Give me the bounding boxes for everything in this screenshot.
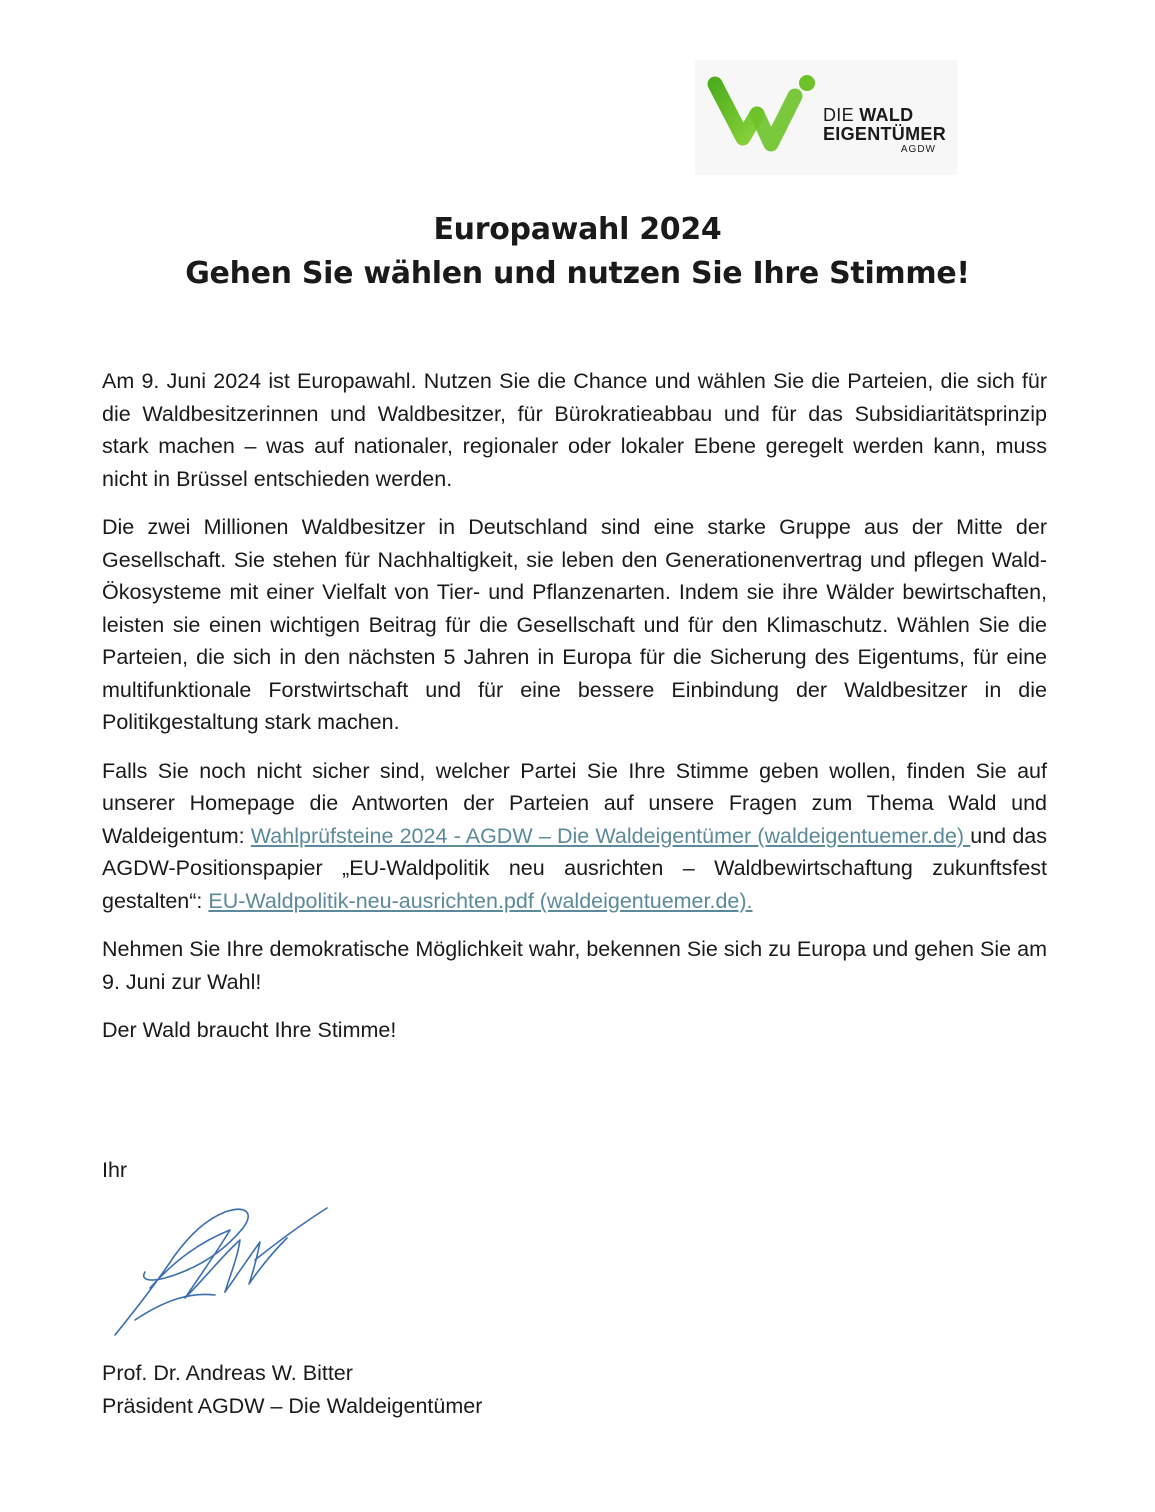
w-logo-icon <box>703 66 828 166</box>
document-title <box>0 208 1155 296</box>
paragraph-2: Die zwei Millionen Waldbesitzer in Deutschland sind eine starke Gruppe aus der Mitte der Gesellschaft. Sie stehen für Nachhaltigkeit, sie leben den Generationenvertrag und pflegen Wald-Ökosysteme mit einer Vielfalt von Tier- und Pflanzenarten. Indem sie ihre Wälder bewirtschaften, leisten sie einen wichtigen Beitrag für die Gesellschaft und für den Klimaschutz. Wählen Sie die Parteien, die sich in den nächsten 5 Jahren in Europa für die Sicherung des Eigentums, für eine multifunktionale Forstwirtschaft und für eine bessere Einbindung der Waldbesitzer in die Politikgestaltung stark machen. <box>102 515 1047 734</box>
signer-role: Präsident AGDW – Die Waldeigentümer <box>102 1394 483 1418</box>
paragraph-3-text-b: und das AGDW-Positionspapier „EU-Waldpolitik neu ausrichten – Waldbewirtschaftung zukunftsfest gestalten“: <box>102 823 1047 913</box>
paragraph-1: Am 9. Juni 2024 ist Europawahl. Nutzen Sie die Chance und wählen Sie die Parteien, die sich für die Waldbesitzerinnen und Waldbesitzer, für Bürokratieabbau und für das Subsidiaritätsprinzip stark machen – was auf nationaler, regionaler oder lokaler Ebene geregelt werden kann, muss nicht in Brüssel entschieden werden. <box>102 369 1047 491</box>
signer-name: Prof. Dr. Andreas W. Bitter <box>102 1361 353 1385</box>
handwritten-signature <box>105 1200 335 1340</box>
paragraph-3 <box>102 755 1047 918</box>
logo-text-die: DIE <box>823 105 860 125</box>
title-line-2: Gehen Sie wählen und nutzen Sie Ihre Stimme! <box>185 256 970 291</box>
logo-text-eigentuemer: EIGENTÜMER <box>823 123 947 144</box>
logo-text-wald: WALD <box>859 105 914 125</box>
letter-body <box>102 365 1047 1063</box>
title-line-1: Europawahl 2024 <box>433 212 722 247</box>
paragraph-4: Nehmen Sie Ihre demokratische Möglichkeit wahr, bekennen Sie sich zu Europa und gehen Sie am 9. Juni zur Wahl! <box>102 937 1047 994</box>
signer-block <box>102 1357 482 1423</box>
logo-wordmark <box>823 106 948 155</box>
positionspapier-link[interactable]: EU-Waldpolitik-neu-ausrichten.pdf (waldeigentuemer.de). <box>208 888 753 913</box>
logo-text-agdw: AGDW <box>900 143 936 155</box>
paragraph-5: Der Wald braucht Ihre Stimme! <box>102 1018 397 1042</box>
closing-salutation: Ihr <box>102 1158 128 1182</box>
paragraph-3-text-a: Falls Sie noch nicht sicher sind, welcher Partei Sie Ihre Stimme geben wollen, finden Sie auf unserer Homepage die Antworten der Parteien auf unsere Fragen zum Thema Wald und Waldeigentum: <box>102 758 1047 848</box>
agdw-logo <box>695 60 957 175</box>
wahlpruefsteine-link[interactable]: Wahlprüfsteine 2024 - AGDW – Die Waldeigentümer (waldeigentuemer.de) <box>250 823 971 848</box>
